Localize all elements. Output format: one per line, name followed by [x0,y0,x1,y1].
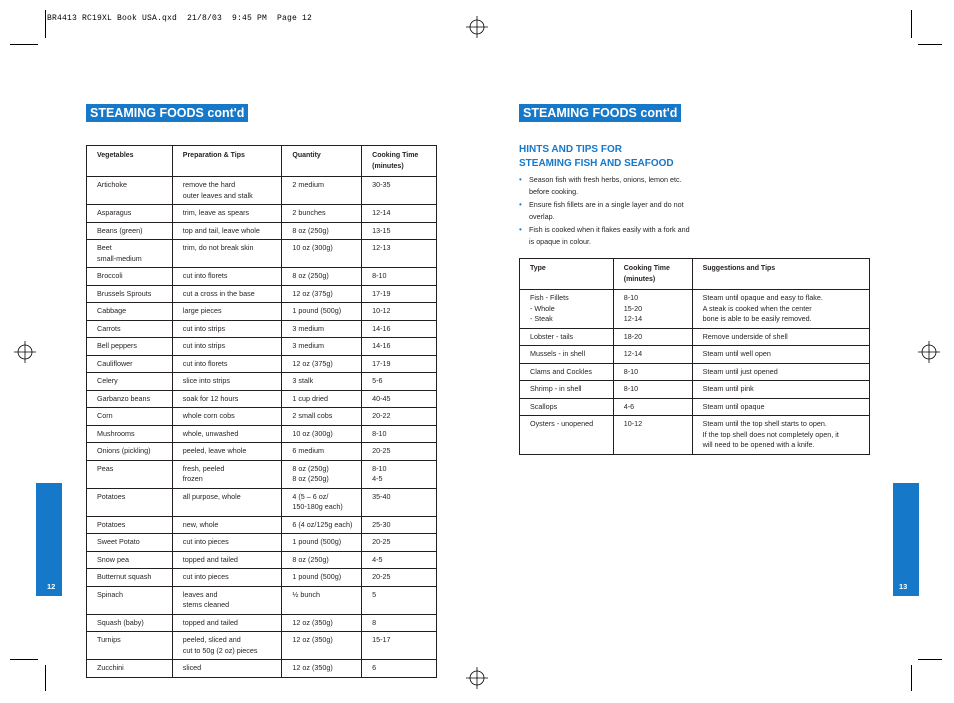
registration-mark-icon [14,341,36,363]
table-cell: cut into pieces [172,534,282,552]
table-cell: 1 pound (500g) [282,303,362,321]
table-cell: 1 cup dried [282,390,362,408]
table-cell: 10-12 [613,416,692,455]
table-cell: 17-19 [362,355,437,373]
table-cell: 8 oz (250g) [282,551,362,569]
table-cell: 30-35 [362,177,437,205]
table-cell: leaves and stems cleaned [172,586,282,614]
table-cell: Bell peppers [87,338,173,356]
bullet-icon: • [519,175,522,184]
table-cell: Zucchini [87,660,173,678]
table-cell: 3 medium [282,320,362,338]
table-cell: remove the hard outer leaves and stalk [172,177,282,205]
table-row [87,355,437,373]
table-cell: 6 [362,660,437,678]
table-cell: all purpose, whole [172,488,282,516]
table-cell: cut into pieces [172,569,282,587]
table-row [87,551,437,569]
table-row [87,373,437,391]
table-cell: ½ bunch [282,586,362,614]
table-cell: 20-22 [362,408,437,426]
table-cell: Butternut squash [87,569,173,587]
table-row [87,425,437,443]
table-cell: new, whole [172,516,282,534]
table-cell: 1 pound (500g) [282,569,362,587]
bullet-icon: • [519,224,522,234]
column-header: Quantity [282,146,362,177]
table-cell: Sweet Potato [87,534,173,552]
table-cell: 15-17 [362,632,437,660]
table-cell: 14-16 [362,320,437,338]
table-cell: 18-20 [613,328,692,346]
table-cell: 12 oz (375g) [282,355,362,373]
table-row [87,240,437,268]
crop-mark [911,665,912,691]
table-cell: 20-25 [362,569,437,587]
table-cell: Cauliflower [87,355,173,373]
table-cell: Scallops [520,398,614,416]
table-cell: 10 oz (300g) [282,425,362,443]
table-cell: Artichoke [87,177,173,205]
table-cell: trim, leave as spears [172,205,282,223]
column-header: Suggestions and Tips [692,259,869,290]
table-cell: Spinach [87,586,173,614]
table-row [87,460,437,488]
table-cell: 12-13 [362,240,437,268]
table-cell: 2 small cobs [282,408,362,426]
table-cell: fresh, peeled frozen [172,460,282,488]
table-row [87,488,437,516]
table-cell: peeled, sliced and cut to 50g (2 oz) pieces [172,632,282,660]
table-cell: top and tail, leave whole [172,222,282,240]
table-row [87,268,437,286]
table-cell: soak for 12 hours [172,390,282,408]
table-cell: trim, do not break skin [172,240,282,268]
table-cell: Brussels Sprouts [87,285,173,303]
table-cell: whole corn cobs [172,408,282,426]
hints-heading: HINTS AND TIPS FOR STEAMING FISH AND SEAFOOD [519,144,674,169]
table-cell: 12-14 [613,346,692,364]
table-cell: Mussels - in shell [520,346,614,364]
table-cell: 5-6 [362,373,437,391]
table-cell: topped and tailed [172,614,282,632]
table-cell: 3 medium [282,338,362,356]
table-cell: 4-6 [613,398,692,416]
table-cell: cut into florets [172,355,282,373]
table-cell: Mushrooms [87,425,173,443]
table-row [87,614,437,632]
registration-mark-icon [466,667,488,689]
table-cell: 13-15 [362,222,437,240]
table-row [520,381,870,399]
table-cell: topped and tailed [172,551,282,569]
table-cell: large pieces [172,303,282,321]
table-cell: 6 (4 oz/125g each) [282,516,362,534]
table-cell: whole, unwashed [172,425,282,443]
table-cell: 25-30 [362,516,437,534]
table-row [87,303,437,321]
table-row [87,569,437,587]
crop-mark [911,10,912,38]
tip-text: Ensure fish fillets are in a single layer and do not overlap. [529,199,684,222]
table-cell: 8-10 [362,425,437,443]
table-cell: 8-10 [613,381,692,399]
table-cell: Steam until the top shell starts to open. If the top shell does not completely open, it will need to be opened with a knife. [692,416,869,455]
table-row [520,398,870,416]
table-cell: Squash (baby) [87,614,173,632]
list-item [519,224,694,248]
column-header: Cooking Time (minutes) [362,146,437,177]
table-cell: 8-10 15-20 12-14 [613,290,692,329]
vegetables-table [86,145,437,678]
page-tab [893,483,919,596]
table-cell: 2 medium [282,177,362,205]
crop-mark [10,44,38,45]
table-cell: Celery [87,373,173,391]
table-row [520,346,870,364]
table-row [87,516,437,534]
column-header: Vegetables [87,146,173,177]
table-row [87,222,437,240]
table-row [87,443,437,461]
tip-text: Season fish with fresh herbs, onions, lemon etc. before cooking. [529,175,682,197]
table-cell: 8-10 [613,363,692,381]
list-item [519,199,694,223]
table-cell: 17-19 [362,285,437,303]
table-row [87,285,437,303]
crop-mark [918,44,942,45]
table-cell: peeled, leave whole [172,443,282,461]
table-cell: 8 oz (250g) 8 oz (250g) [282,460,362,488]
table-cell: Shrimp - in shell [520,381,614,399]
table-row [87,205,437,223]
crop-mark [45,665,46,691]
table-cell: 10 oz (300g) [282,240,362,268]
table-cell: Steam until pink [692,381,869,399]
crop-mark [45,10,46,38]
table-cell: Corn [87,408,173,426]
table-cell: Garbanzo beans [87,390,173,408]
table-cell: 8 oz (250g) [282,268,362,286]
tip-text: Fish is cooked when it flakes easily with a fork and is opaque in colour. [529,224,690,247]
table-cell: cut into florets [172,268,282,286]
column-header: Cooking Time (minutes) [613,259,692,290]
crop-mark [918,659,942,660]
list-item [519,174,694,198]
table-row [520,363,870,381]
seafood-table [519,258,870,455]
table-cell: Carrots [87,320,173,338]
hints-list [519,174,694,249]
table-cell: 12 oz (350g) [282,614,362,632]
table-cell: Steam until opaque [692,398,869,416]
table-row [87,390,437,408]
table-cell: Steam until well open [692,346,869,364]
table-cell: sliced [172,660,282,678]
table-row [87,534,437,552]
table-cell: 10-12 [362,303,437,321]
table-row [87,586,437,614]
table-cell: Lobster - tails [520,328,614,346]
file-slug: BR4413 RC19XL Book USA.qxd 21/8/03 9:45 PM Page 12 [47,14,313,23]
table-cell: 14-16 [362,338,437,356]
table-cell: Turnips [87,632,173,660]
table-cell: 4-5 [362,551,437,569]
crop-mark [10,659,38,660]
table-cell: Steam until opaque and easy to flake. A steak is cooked when the center bone is able to be easily removed. [692,290,869,329]
table-cell: Clams and Cockles [520,363,614,381]
page-tab [36,483,62,596]
table-cell: Fish - Fillets - Whole - Steak [520,290,614,329]
table-cell: 1 pound (500g) [282,534,362,552]
table-cell: 8-10 4-5 [362,460,437,488]
table-cell: 6 medium [282,443,362,461]
table-cell: 2 bunches [282,205,362,223]
table-row [87,320,437,338]
bullet-icon: • [519,199,522,209]
table-cell: Peas [87,460,173,488]
table-cell: 35-40 [362,488,437,516]
table-cell: Broccoli [87,268,173,286]
table-row [87,660,437,678]
table-cell: 4 (5 – 6 oz/ 150-180g each) [282,488,362,516]
table-cell: Potatoes [87,516,173,534]
table-cell: Oysters - unopened [520,416,614,455]
table-cell: 12-14 [362,205,437,223]
table-cell: Beans (green) [87,222,173,240]
registration-mark-icon [918,341,940,363]
table-row [87,632,437,660]
table-cell: Steam until just opened [692,363,869,381]
table-cell: 40-45 [362,390,437,408]
table-cell: Snow pea [87,551,173,569]
table-cell: 3 stalk [282,373,362,391]
page-number: 13 [899,582,908,591]
table-cell: cut into strips [172,320,282,338]
table-cell: 8 [362,614,437,632]
table-cell: 12 oz (375g) [282,285,362,303]
table-cell: 12 oz (350g) [282,632,362,660]
page-number: 12 [47,582,56,591]
table-cell: cut a cross in the base [172,285,282,303]
table-row [87,338,437,356]
table-cell: Beet small-medium [87,240,173,268]
table-cell: 8 oz (250g) [282,222,362,240]
table-cell: cut into strips [172,338,282,356]
table-cell: 20-25 [362,443,437,461]
table-cell: 8-10 [362,268,437,286]
left-page-title: STEAMING FOODS cont'd [86,104,248,122]
table-cell: 20-25 [362,534,437,552]
table-cell: Potatoes [87,488,173,516]
table-cell: Remove underside of shell [692,328,869,346]
table-cell: 5 [362,586,437,614]
table-row [520,290,870,329]
table-cell: Asparagus [87,205,173,223]
right-page-title: STEAMING FOODS cont'd [519,104,681,122]
table-row [520,328,870,346]
table-cell: Cabbage [87,303,173,321]
table-row [520,416,870,455]
column-header: Type [520,259,614,290]
table-cell: 12 oz (350g) [282,660,362,678]
table-cell: slice into strips [172,373,282,391]
registration-mark-icon [466,16,488,38]
table-row [87,177,437,205]
table-row [87,408,437,426]
table-cell: Onions (pickling) [87,443,173,461]
column-header: Preparation & Tips [172,146,282,177]
